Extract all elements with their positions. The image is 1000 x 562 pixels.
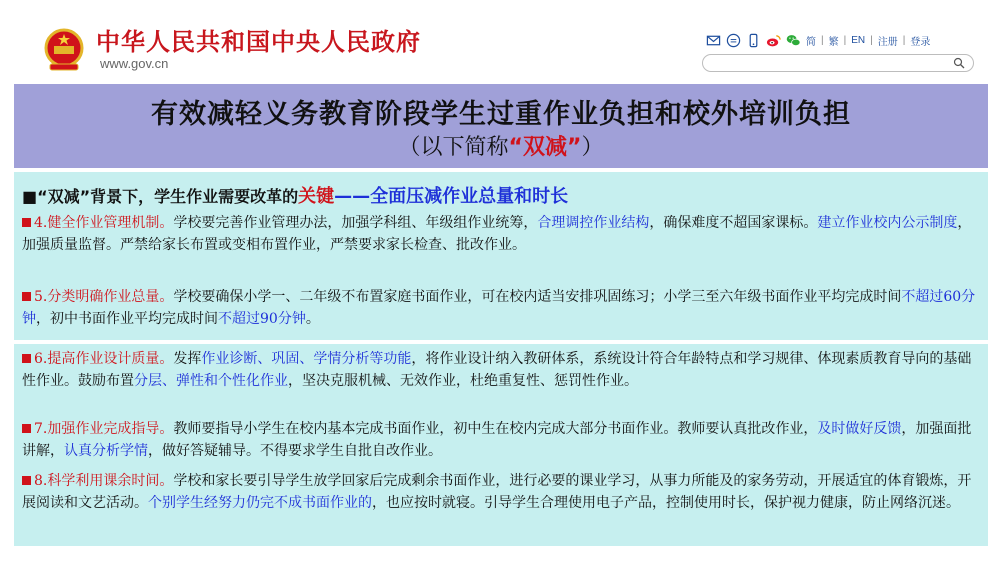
- banner-subtitle: [14, 130, 988, 161]
- item-emphasis: 合理调控作业结构: [537, 215, 650, 231]
- item-emphasis: 不超过90分钟: [218, 311, 306, 327]
- site-url[interactable]: www.gov.cn: [100, 56, 169, 71]
- bullet-marker: [22, 292, 31, 301]
- separator: |: [843, 34, 847, 46]
- item-text: 学校和家长要引导学生放学回家后完成剩余书面作业，进行必要的课业学习，从事力所能及的家务劳动，开展适宜的体育锻炼，开展阅读和文艺活动。: [22, 473, 972, 511]
- lang-simplified-link[interactable]: 简: [806, 36, 816, 48]
- title-banner: [14, 84, 988, 168]
- separator: |: [870, 34, 873, 46]
- item-text: 学校要完善作业管理办法，加强学科组、年级组作业统筹，: [173, 215, 538, 231]
- separator: |: [821, 34, 824, 46]
- item-heading: 6.提高作业设计质量。: [34, 351, 174, 367]
- site-title[interactable]: 中华人民共和国中央人民政府: [96, 28, 421, 56]
- lead-prefix: “双减”背景下，学生作业需要改革的: [37, 187, 299, 206]
- item-5: [22, 286, 982, 330]
- item-emphasis: 作业诊断、巩固、学情分析等功能: [201, 351, 412, 367]
- mail-icon[interactable]: [706, 33, 721, 48]
- search-input[interactable]: [702, 54, 974, 72]
- item-text: 。: [305, 311, 320, 327]
- item-text: ，加强质量监督。严禁给家长布置或变相布置作业，严禁要求家长检查、批改作业。: [22, 215, 972, 253]
- item-heading: 7.加强作业完成指导。: [34, 421, 174, 437]
- item-4: [22, 212, 982, 256]
- content-panel-2: [14, 344, 988, 546]
- item-text: ，初中书面作业平均完成时间: [36, 311, 218, 327]
- item-emphasis: 建立作业校内公示制度: [817, 215, 958, 231]
- weibo-icon[interactable]: [766, 33, 781, 48]
- lang-traditional-link[interactable]: 繁: [828, 36, 839, 48]
- item-heading: 4.健全作业管理机制。: [34, 215, 174, 231]
- lang-english-link[interactable]: EN: [851, 34, 866, 46]
- item-heading: 5.分类明确作业总量。: [34, 289, 174, 305]
- bullet-marker: [22, 424, 31, 433]
- search-icon[interactable]: [953, 57, 965, 69]
- chat-icon[interactable]: [726, 33, 741, 48]
- item-emphasis: 不超过60分钟: [22, 289, 976, 327]
- login-link[interactable]: 登录: [910, 36, 931, 48]
- register-link[interactable]: 注册: [877, 36, 898, 48]
- item-text: ，加强面批讲解，: [22, 421, 972, 459]
- bullet-marker: [22, 354, 31, 363]
- item-text: ，也应按时就寝。引导学生合理使用电子产品，控制使用时长，保护视力健康，防止网络沉迷。: [372, 495, 960, 511]
- panel-lead: [22, 182, 568, 208]
- subtitle-close: ）: [581, 135, 604, 160]
- lead-key: 关键: [298, 186, 335, 207]
- item-emphasis: 分层、弹性和个性化作业: [134, 373, 288, 389]
- item-6: [22, 348, 982, 392]
- wechat-icon[interactable]: [786, 33, 801, 48]
- content-panel-1: [14, 172, 988, 340]
- subtitle-highlight: “双减”: [508, 135, 582, 160]
- header-toolbar: [706, 30, 930, 50]
- item-text: ，做好答疑辅导。不得要求学生自批自改作业。: [148, 443, 442, 459]
- lead-focus: 全面压减作业总量和时长: [370, 186, 569, 207]
- item-emphasis: 认真分析学情: [64, 443, 148, 459]
- item-text: ，确保难度不超国家课标。: [649, 215, 818, 231]
- item-text: 教师要指导小学生在校内基本完成书面作业，初中生在校内完成大部分书面作业。教师要认真批改作业，: [173, 421, 818, 437]
- banner-title: 有效减轻义务教育阶段学生过重作业负担和校外培训负担: [151, 99, 851, 130]
- item-text: 发挥: [173, 351, 202, 367]
- item-emphasis: 及时做好反馈: [817, 421, 902, 437]
- item-text: ，将作业设计纳入教研体系，系统设计符合年龄特点和学习规律、体现素质教育导向的基础性作业。鼓励布置: [22, 351, 972, 389]
- mobile-icon[interactable]: [746, 33, 761, 48]
- national-emblem-logo[interactable]: [44, 28, 84, 72]
- item-text: 学校要确保小学一、二年级不布置家庭书面作业，可在校内适当安排巩固练习；小学三至六年级书面作业平均完成时间: [173, 289, 902, 305]
- separator: |: [902, 34, 906, 46]
- lead-marker: ■: [22, 187, 38, 206]
- item-7: [22, 418, 982, 462]
- item-8: [22, 470, 982, 514]
- item-heading: 8.科学利用课余时间。: [34, 473, 174, 489]
- item-text: ，坚决克服机械、无效作业，杜绝重复性、惩罚性作业。: [288, 373, 638, 389]
- lead-dash: ——: [334, 186, 371, 207]
- subtitle-open: （以下简称: [398, 135, 509, 160]
- bullet-marker: [22, 218, 31, 227]
- bullet-marker: [22, 476, 31, 485]
- item-emphasis: 个别学生经努力仍完不成书面作业的: [148, 495, 372, 511]
- site-header: [0, 0, 1000, 82]
